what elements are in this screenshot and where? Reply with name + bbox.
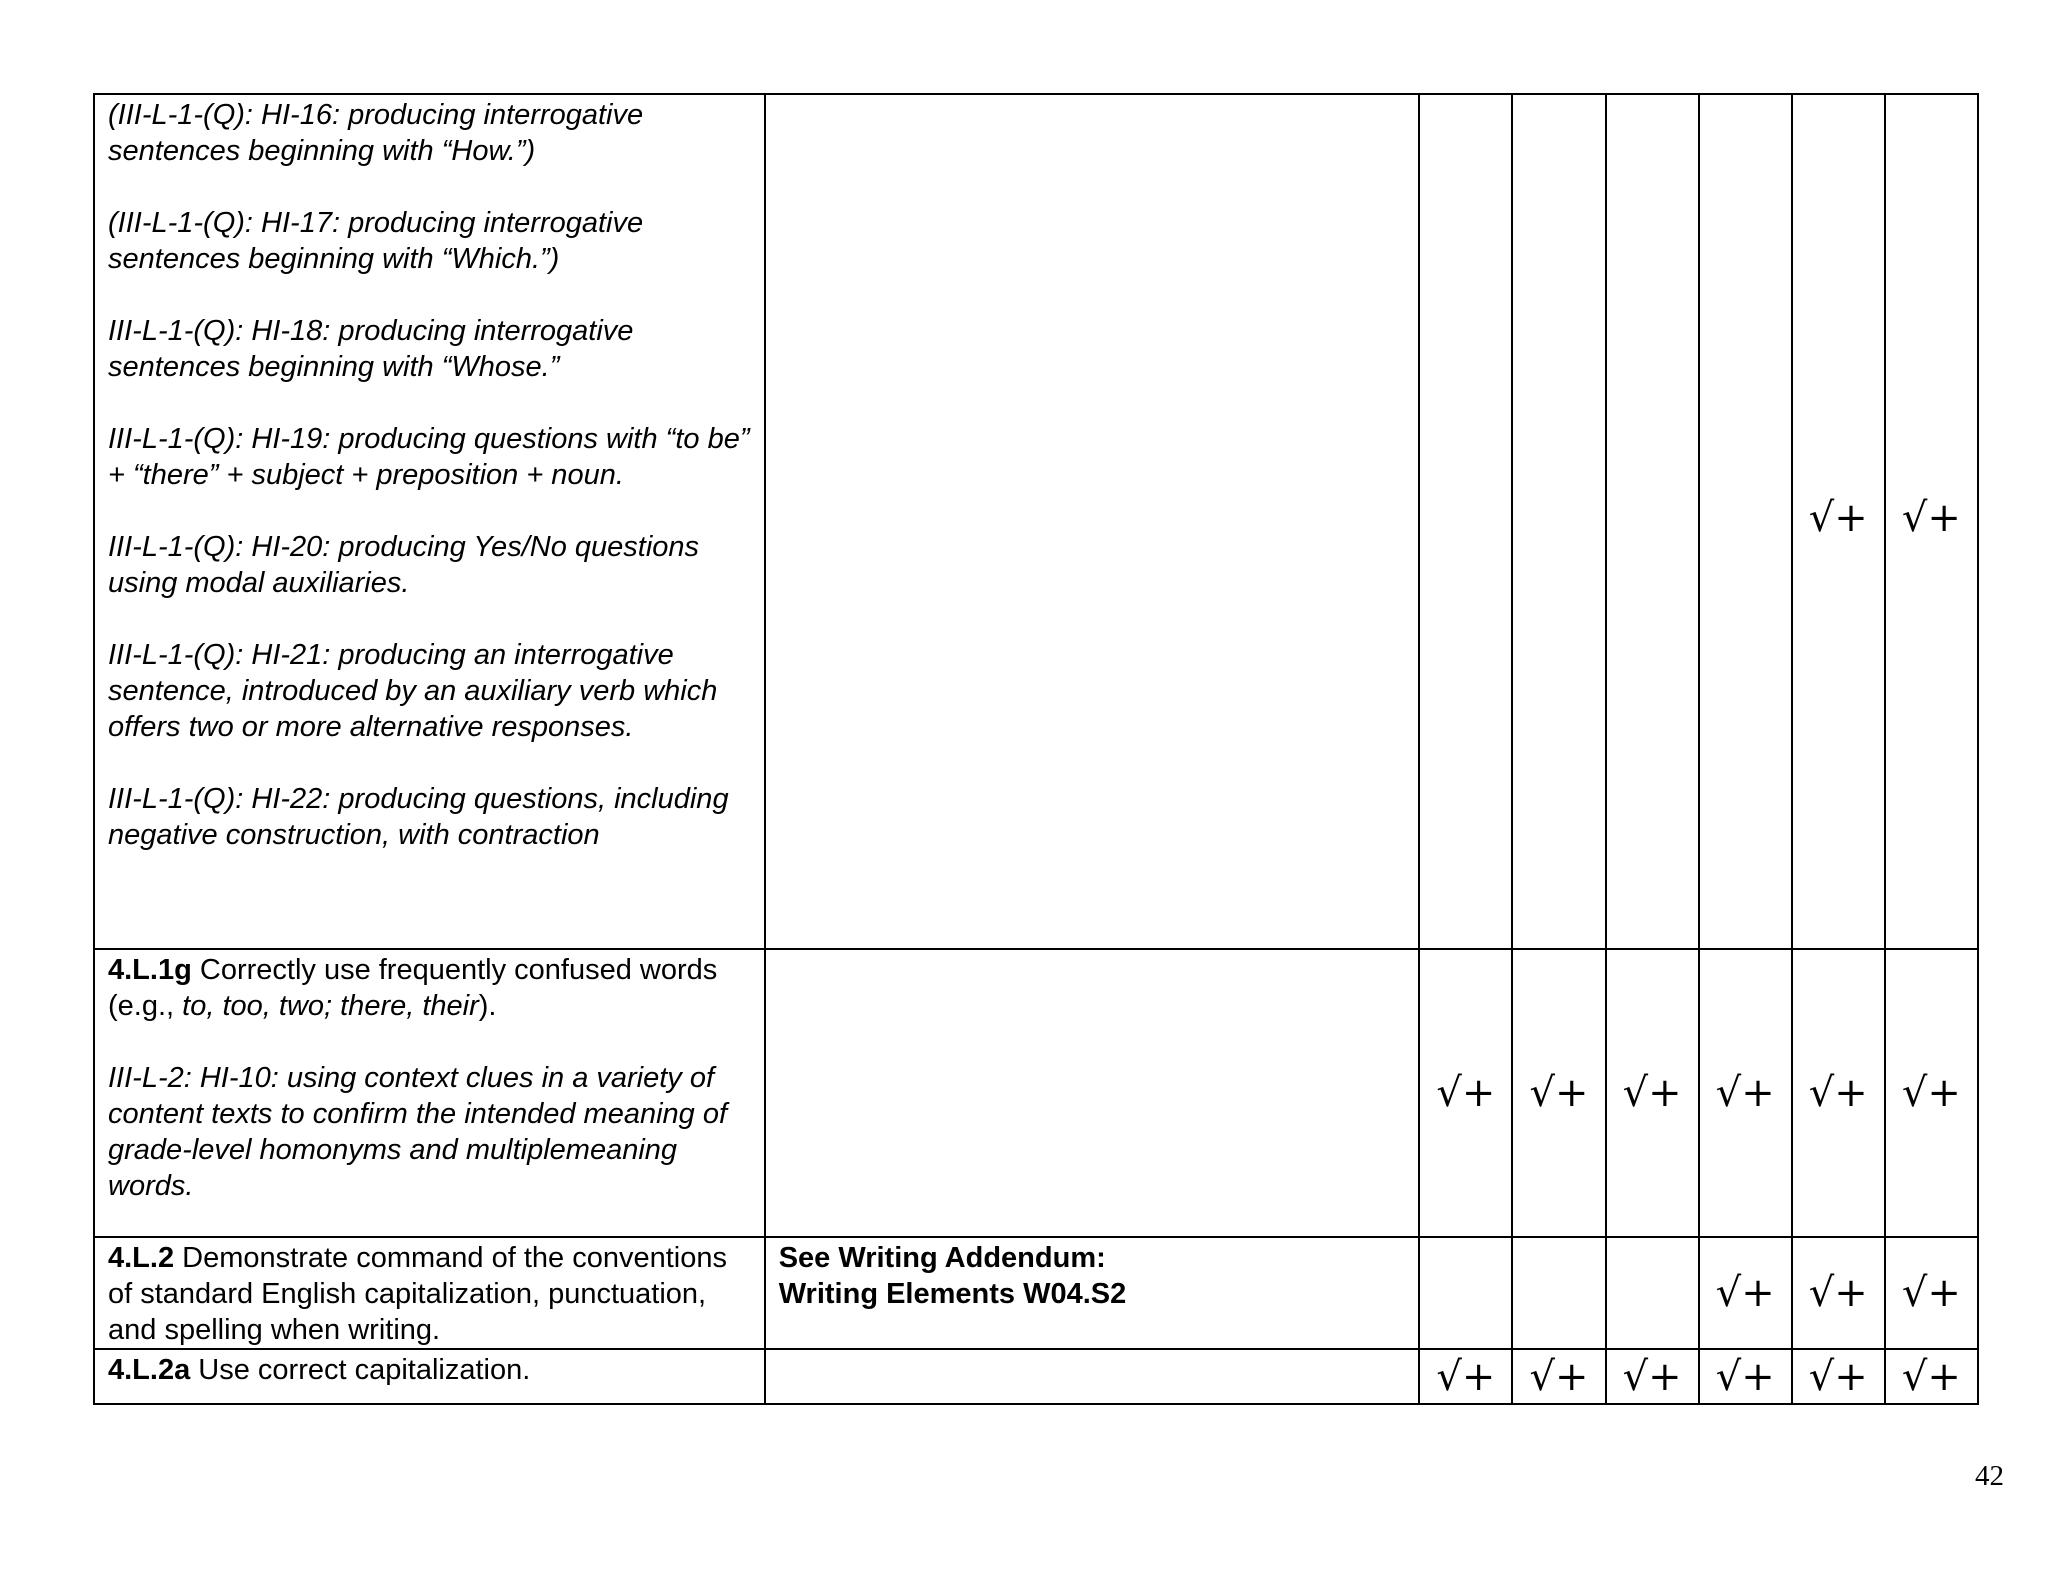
standard-text: III-L-1-(Q): HI-19: producing questions with “to be” + “there” + subject + preposition + noun. <box>108 423 750 491</box>
resource-cell <box>765 1237 1420 1349</box>
standard-text: (III-L-1-(Q): HI-17: producing interrogative sentences beginning with “Which.”) <box>108 207 644 275</box>
standards-table <box>93 93 1979 1405</box>
standard-description: Use correct capitalization. <box>190 1354 531 1386</box>
standard-cell <box>94 949 765 1237</box>
grade-mark-cell <box>1419 94 1512 949</box>
grade-mark-cell: √+ <box>1419 949 1512 1237</box>
standard-text <box>108 1352 754 1388</box>
table-row <box>94 1349 1978 1404</box>
standard-cell <box>94 1237 765 1349</box>
standard-cell <box>94 1349 765 1404</box>
resource-cell <box>765 1349 1420 1404</box>
resource-line: Writing Elements W04.S2 <box>778 1278 1127 1310</box>
grade-mark-cell <box>1606 1237 1699 1349</box>
grade-mark-cell <box>1512 94 1605 949</box>
grade-mark-cell: √+ <box>1792 1349 1885 1404</box>
grade-mark-cell: √+ <box>1885 94 1978 949</box>
grade-mark-cell <box>1699 94 1792 949</box>
standard-code: 4.L.1g <box>108 954 192 986</box>
grade-mark-cell: √+ <box>1512 949 1605 1237</box>
grade-mark-cell <box>1606 94 1699 949</box>
standard-text: III-L-1-(Q): HI-21: producing an interrogative sentence, introduced by an auxiliary verb which offers two or more alternative responses. <box>108 639 718 743</box>
standard-text: III-L-1-(Q): HI-18: producing interrogative sentences beginning with “Whose.” <box>108 315 634 383</box>
grade-mark-cell: √+ <box>1699 1237 1792 1349</box>
grade-mark-cell: √+ <box>1699 949 1792 1237</box>
grade-mark-cell: √+ <box>1699 1349 1792 1404</box>
table-row <box>94 949 1978 1237</box>
grade-mark-cell: √+ <box>1606 1349 1699 1404</box>
standard-code: 4.L.2 <box>108 1242 175 1274</box>
grade-mark-cell: √+ <box>1885 1349 1978 1404</box>
standard-description: Correctly use frequently confused words (e.g., <box>108 954 718 1022</box>
standard-text <box>108 1240 754 1348</box>
standard-text: (III-L-1-(Q): HI-16: producing interrogative sentences beginning with “How.”) <box>108 99 644 167</box>
resource-cell <box>765 94 1420 949</box>
grade-mark-cell: √+ <box>1885 949 1978 1237</box>
standard-text: III-L-1-(Q): HI-20: producing Yes/No questions using modal auxiliaries. <box>108 531 700 599</box>
standard-code: 4.L.2a <box>108 1354 191 1386</box>
resource-line: See Writing Addendum: <box>778 1242 1106 1274</box>
standard-text <box>108 952 754 1024</box>
grade-mark-cell: √+ <box>1606 949 1699 1237</box>
grade-mark-cell: √+ <box>1792 949 1885 1237</box>
grade-mark-cell <box>1419 1237 1512 1349</box>
page-number: 42 <box>1975 1460 2004 1492</box>
resource-cell <box>765 949 1420 1237</box>
standard-example: to, too, two; there, their <box>182 990 479 1022</box>
grade-mark-cell: √+ <box>1419 1349 1512 1404</box>
table-row <box>94 94 1978 949</box>
standard-text: III-L-2: HI-10: using context clues in a variety of content texts to confirm the intended meaning of grade-level homonyms and multiplemeaning words. <box>108 1062 728 1202</box>
standard-text: III-L-1-(Q): HI-22: producing questions, including negative construction, with contraction <box>108 783 729 851</box>
standard-description: Demonstrate command of the conventions of standard English capitalization, punctuation, and spelling when writing. <box>108 1242 727 1346</box>
grade-mark-cell: √+ <box>1792 1237 1885 1349</box>
standard-cell <box>94 94 765 949</box>
grade-mark-cell: √+ <box>1512 1349 1605 1404</box>
grade-mark-cell: √+ <box>1885 1237 1978 1349</box>
grade-mark-cell: √+ <box>1792 94 1885 949</box>
table-row <box>94 1237 1978 1349</box>
standard-description-end: ). <box>478 990 497 1022</box>
grade-mark-cell <box>1512 1237 1605 1349</box>
